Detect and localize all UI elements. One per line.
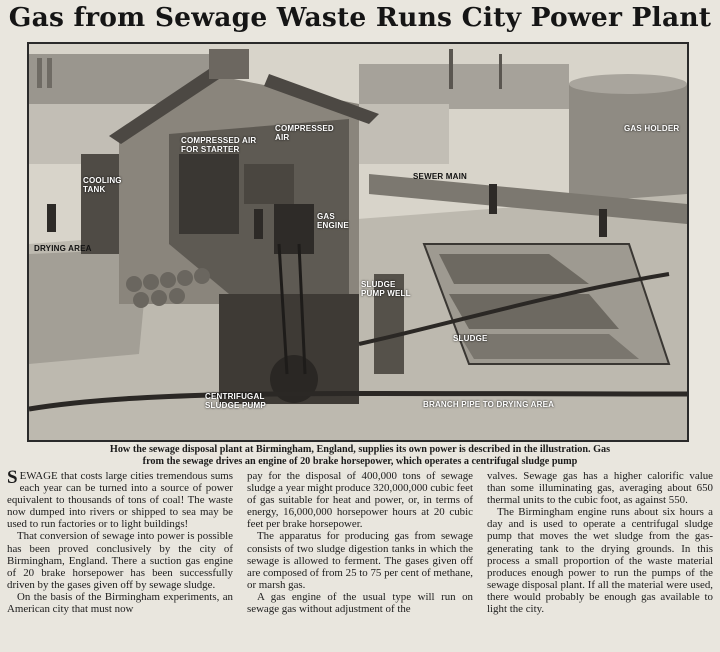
drop-cap: S [7,467,18,488]
paragraph: A gas engine of the usual type will run on sewage gas without adjustment of the [247,590,473,616]
illustration-drawing [29,44,687,440]
label-cooling-tank: COOLING TANK [83,176,122,194]
paragraph [7,467,233,531]
label-drying-area: DRYING AREA [34,244,92,253]
paragraph: pay for the disposal of 400,000 tons of sewage sludge a year might produce 320,000,000 cubic feet of gas suitable for heat and power, or, in terms of energy, 16,000,000 horsepower hours at 20 cubic feet per brake horsepower. [247,470,473,531]
figure-caption [30,444,690,468]
paragraph-text: EWAGE that costs large cities tremendous sums each year can be turned into a source of power equivalent to thousands of tons of coal! The waste now dumped into rivers or shipped to sea may be used to run factories or to light buildings! [7,470,233,531]
caption-line-1: How the sewage disposal plant at Birmingham, England, supplies its own power is described in the illustration. Gas [109,444,611,455]
label-sludge-pump-well: SLUDGE PUMP WELL [361,280,411,298]
label-compressed-air-starter: COMPRESSED AIR FOR STARTER [181,136,257,154]
column-3 [487,470,713,615]
paragraph: The Birmingham engine runs about six hours a day and is used to operate a centrifugal sludge pump that moves the wet sludge from the gas-generating tank to the drying grounds. In this process a small proportion of the waste material produces enough power to run the pumps of the sewage disposal plant. If all the material were used, there would probably be enough gas available to light the city. [487,506,713,616]
article-body [7,467,713,650]
column-1 [7,467,233,616]
headline: Gas from Sewage Waste Runs City Power Plant [8,2,712,33]
paragraph: valves. Sewage gas has a higher calorific value than some illuminating gas, averaging about 650 thermal units to the cubic foot, as against 550. [487,470,713,507]
paragraph: On the basis of the Birmingham experiments, an American city that must now [7,590,233,616]
illustration [27,42,689,442]
paragraph: The apparatus for producing gas from sewage consists of two sludge digestion tanks in which the sewage is allowed to ferment. The gases given off are composed of from 25 to 75 per cent of methane, or marsh gas. [247,530,473,591]
label-sewer-main: SEWER MAIN [413,172,467,181]
column-2 [247,470,473,615]
label-branch-pipe: BRANCH PIPE TO DRYING AREA [423,400,555,409]
paragraph: That conversion of sewage into power is possible has been proved conclusively by the city of Birmingham, England. There a suction gas engine of 20 brake horsepower has been successfully driven by the gases given off by sewage sludge. [7,530,233,591]
label-gas-holder: GAS HOLDER [624,124,680,133]
label-gas-engine: GAS ENGINE [317,212,349,230]
label-compressed-air: COMPRESSED AIR [275,124,334,142]
label-sludge: SLUDGE [453,334,488,343]
label-centrifugal-sludge-pump: CENTRIFUGAL SLUDGE PUMP [205,392,266,410]
caption-line-2: from the sewage drives an engine of 20 brake horsepower, which operates a centrifugal sludge pump [142,456,578,467]
